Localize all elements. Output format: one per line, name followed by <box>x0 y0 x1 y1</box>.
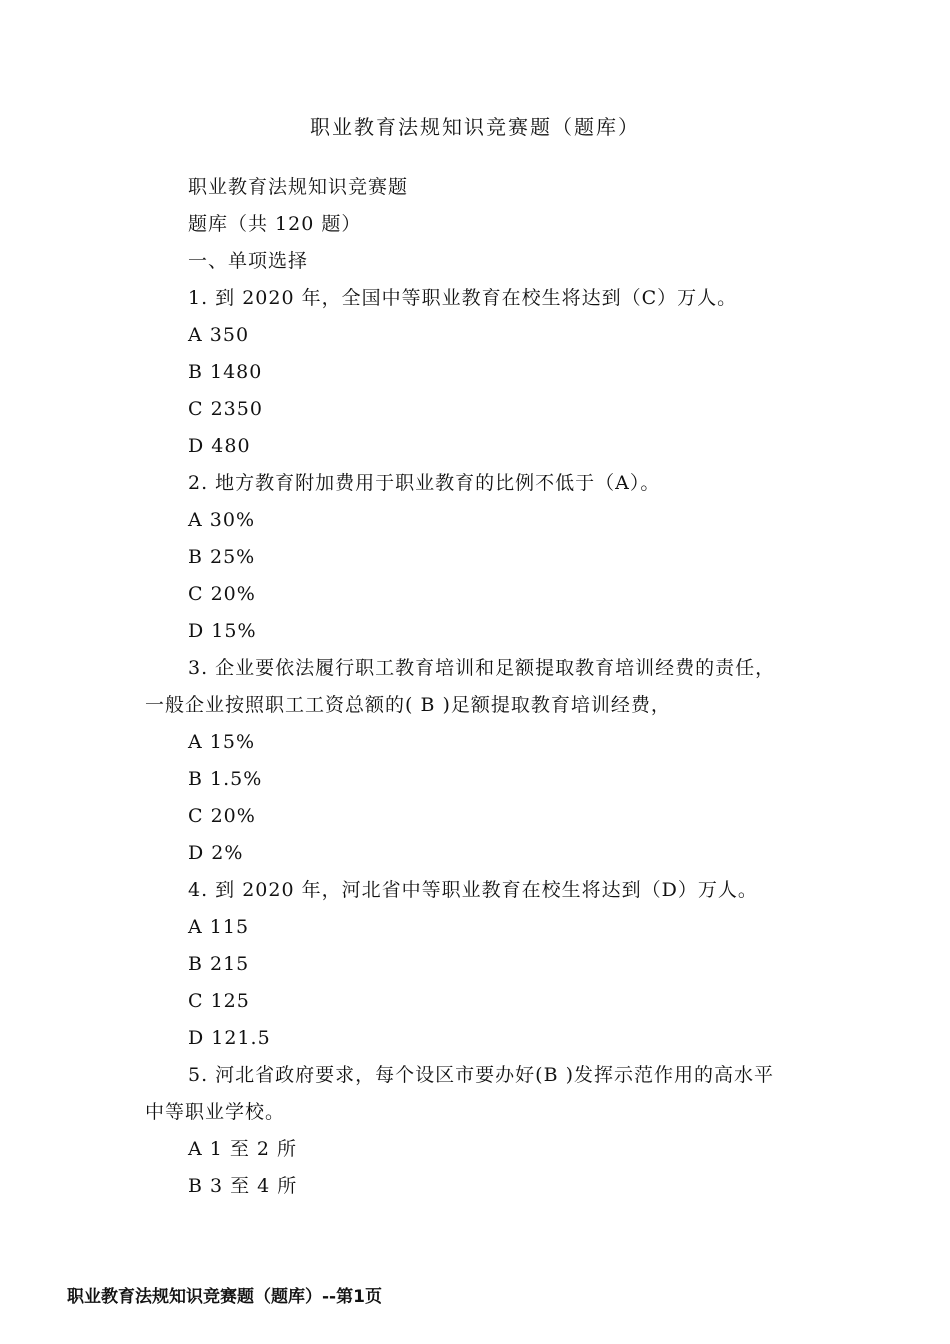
text-line: B 1480 <box>188 361 263 383</box>
text-line: 1. 到 2020 年，全国中等职业教育在校生将达到（C）万人。 <box>188 287 738 309</box>
text-line: 一、单项选择 <box>188 250 309 272</box>
text-line: D 480 <box>188 435 251 457</box>
text-line: 3. 企业要依法履行职工教育培训和足额提取教育培训经费的责任， <box>188 657 776 679</box>
text-line: 中等职业学校。 <box>145 1101 286 1123</box>
text-line: A 15% <box>188 731 255 753</box>
text-line: 一般企业按照职工工资总额的( B )足额提取教育培训经费， <box>145 694 671 716</box>
text-line: C 125 <box>188 990 250 1012</box>
text-line: C 20% <box>188 583 256 605</box>
text-line: A 115 <box>188 916 250 938</box>
text-line: D 121.5 <box>188 1027 271 1049</box>
text-line: A 350 <box>188 324 250 346</box>
text-line: A 30% <box>188 509 255 531</box>
text-line: D 2% <box>188 842 244 864</box>
document-title: 职业教育法规知识竞赛题（题库） <box>310 115 640 139</box>
text-line: 职业教育法规知识竞赛题 <box>188 176 409 198</box>
text-line: B 3 至 4 所 <box>188 1175 298 1197</box>
text-line: 4. 到 2020 年，河北省中等职业教育在校生将达到（D）万人。 <box>188 879 758 901</box>
text-line: 5. 河北省政府要求，每个设区市要办好(B )发挥示范作用的高水平 <box>188 1064 774 1086</box>
text-line: 题库（共 120 题） <box>188 213 362 235</box>
text-line: C 20% <box>188 805 256 827</box>
text-line: C 2350 <box>188 398 263 420</box>
text-line: D 15% <box>188 620 257 642</box>
page-footer: 职业教育法规知识竞赛题（题库）--第1页 <box>67 1287 382 1307</box>
text-line: B 1.5% <box>188 768 263 790</box>
text-line: B 215 <box>188 953 250 975</box>
text-line: B 25% <box>188 546 256 568</box>
text-line: 2. 地方教育附加费用于职业教育的比例不低于（A）。 <box>188 472 661 494</box>
text-line: A 1 至 2 所 <box>188 1138 298 1160</box>
